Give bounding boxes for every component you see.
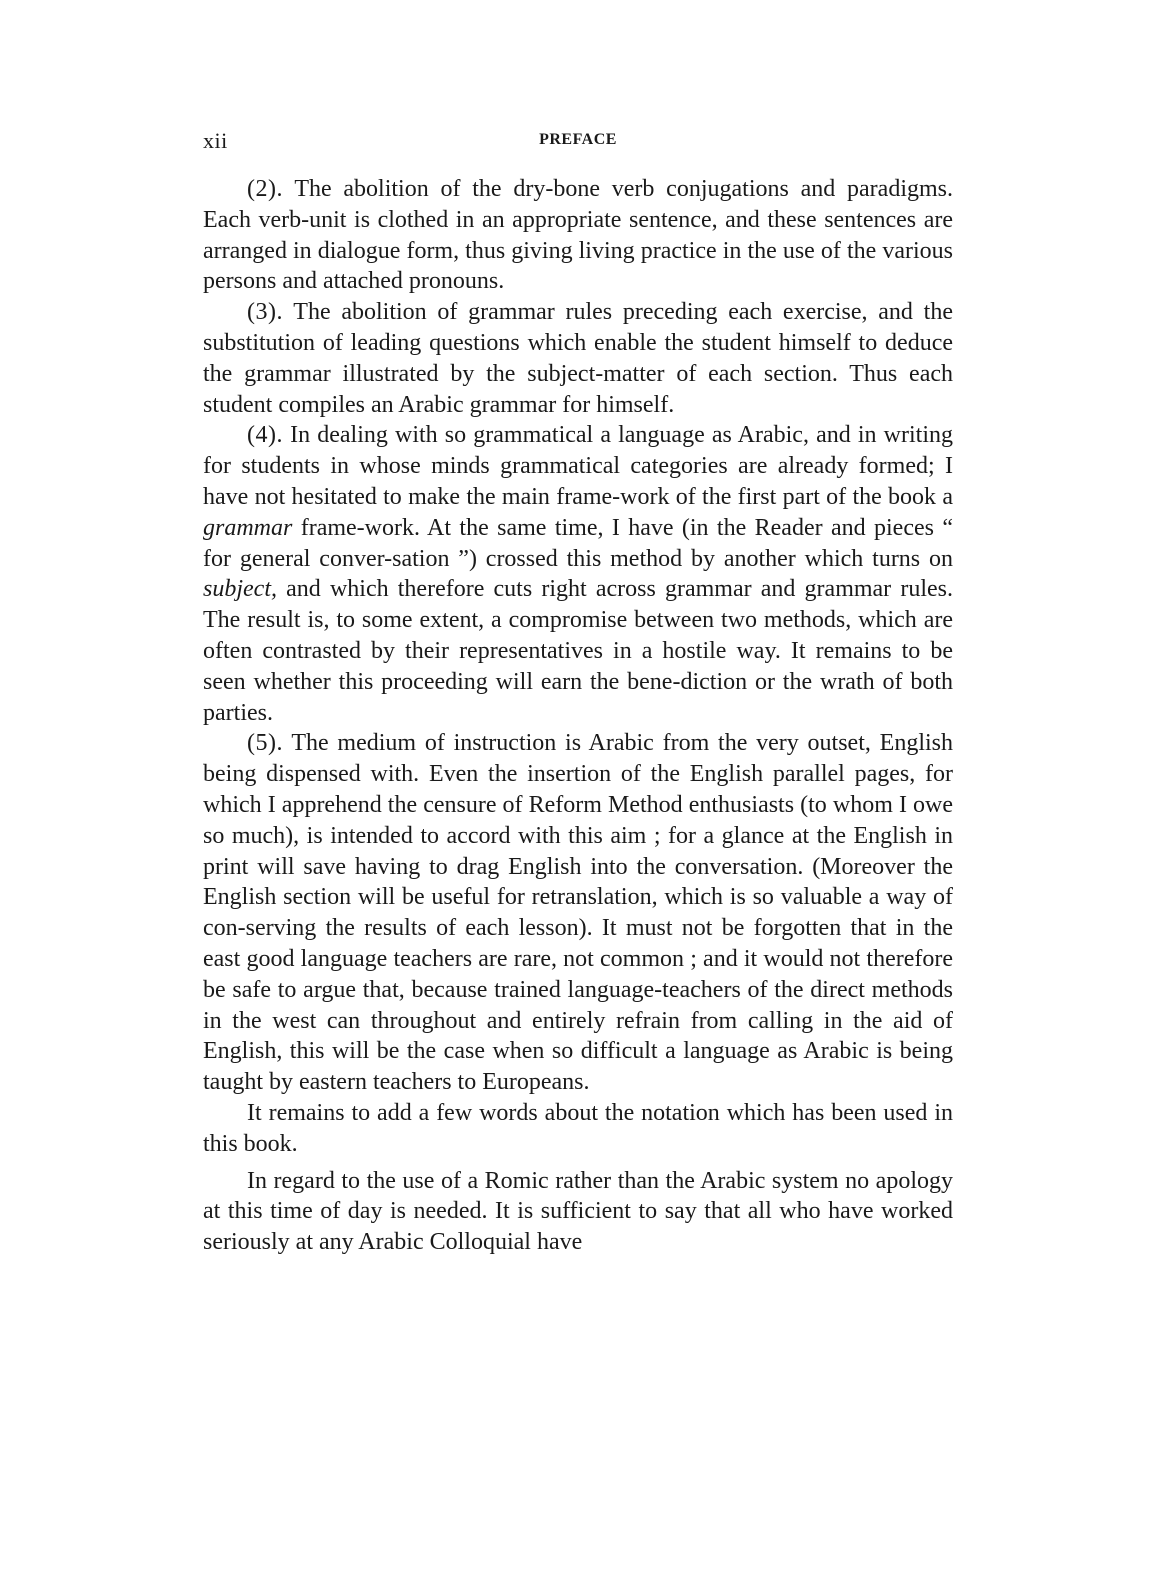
paragraph-text: In dealing with so grammatical a language as Arabic, and in writing for students in whose minds grammatical categories are already formed; I have not hesitated to make the main frame-work of the first part of the book a [203, 422, 953, 510]
paragraph-point-4 [203, 420, 953, 728]
body-text [203, 174, 953, 1258]
paragraph-number: (5). [247, 730, 283, 757]
paragraph-text: frame-work. At the same time, I have (in the Reader and pieces “ for general conver-sation ”) crossed this method by another which turns on [203, 514, 953, 572]
paragraph-romic-system [203, 1166, 953, 1258]
paragraph-text: In regard to the use of a Romic rather than the Arabic system no apology at this time of day is needed. It is sufficient to say that all who have worked seriously at any Arabic Colloquial have [203, 1167, 953, 1256]
running-title: PREFACE [539, 131, 617, 148]
paragraph-point-3 [203, 297, 953, 420]
paragraph-number: (2). [247, 176, 283, 202]
italic-term: subject, [203, 576, 277, 603]
paragraph-point-5 [203, 728, 953, 1098]
paragraph-text: The medium of instruction is Arabic from the very outset, English being dispensed with. Even the insertion of the English parallel pages, for which I apprehend the censure of Reform Method enthusiasts (to whom I owe so much), is intended to accord with this aim ; for a glance at the English in print will save having to drag English into the conversation. (Moreover the English section will be useful for retranslation, which is so valuable a way of con-serving the results of each lesson). It must not be forgotten that in the east good language teachers are rare, not common ; and it would not therefore be safe to argue that, because trained language-teachers of the direct methods in the west can throughout and entirely refrain from calling in the aid of English, this will be the case when so difficult a language as Arabic is being taught by eastern teachers to Europeans. [203, 730, 953, 1096]
paragraph-notation-intro [203, 1098, 953, 1160]
paragraph-text: The abolition of grammar rules preceding each exercise, and the substitution of leading questions which enable the student himself to deduce the grammar illustrated by the subject-matter of each section. Thus each student compiles an Arabic grammar for himself. [203, 299, 953, 418]
italic-term: grammar [203, 514, 293, 541]
paragraph-text: The abolition of the dry-bone verb conjugations and paradigms. Each verb-unit is clothed in an appropriate sentence, and these sentences are arranged in dialogue form, thus giving living practice in the use of the various persons and attached pronouns. [203, 176, 953, 295]
paragraph-number: (3). [247, 299, 283, 326]
running-head [203, 128, 953, 162]
paragraph-text: and which therefore cuts right across grammar and grammar rules. The result is, to some extent, a compromise between two methods, which are often contrasted by their representatives in a hostile way. It remains to be seen whether this proceeding will earn the bene-diction or the wrath of both parties. [203, 576, 953, 726]
paragraph-point-2 [203, 174, 953, 297]
page-number: xii [203, 128, 228, 153]
paragraph-number: (4). [247, 422, 283, 449]
book-page [203, 128, 953, 1258]
paragraph-text: It remains to add a few words about the notation which has been used in this book. [203, 1099, 953, 1157]
